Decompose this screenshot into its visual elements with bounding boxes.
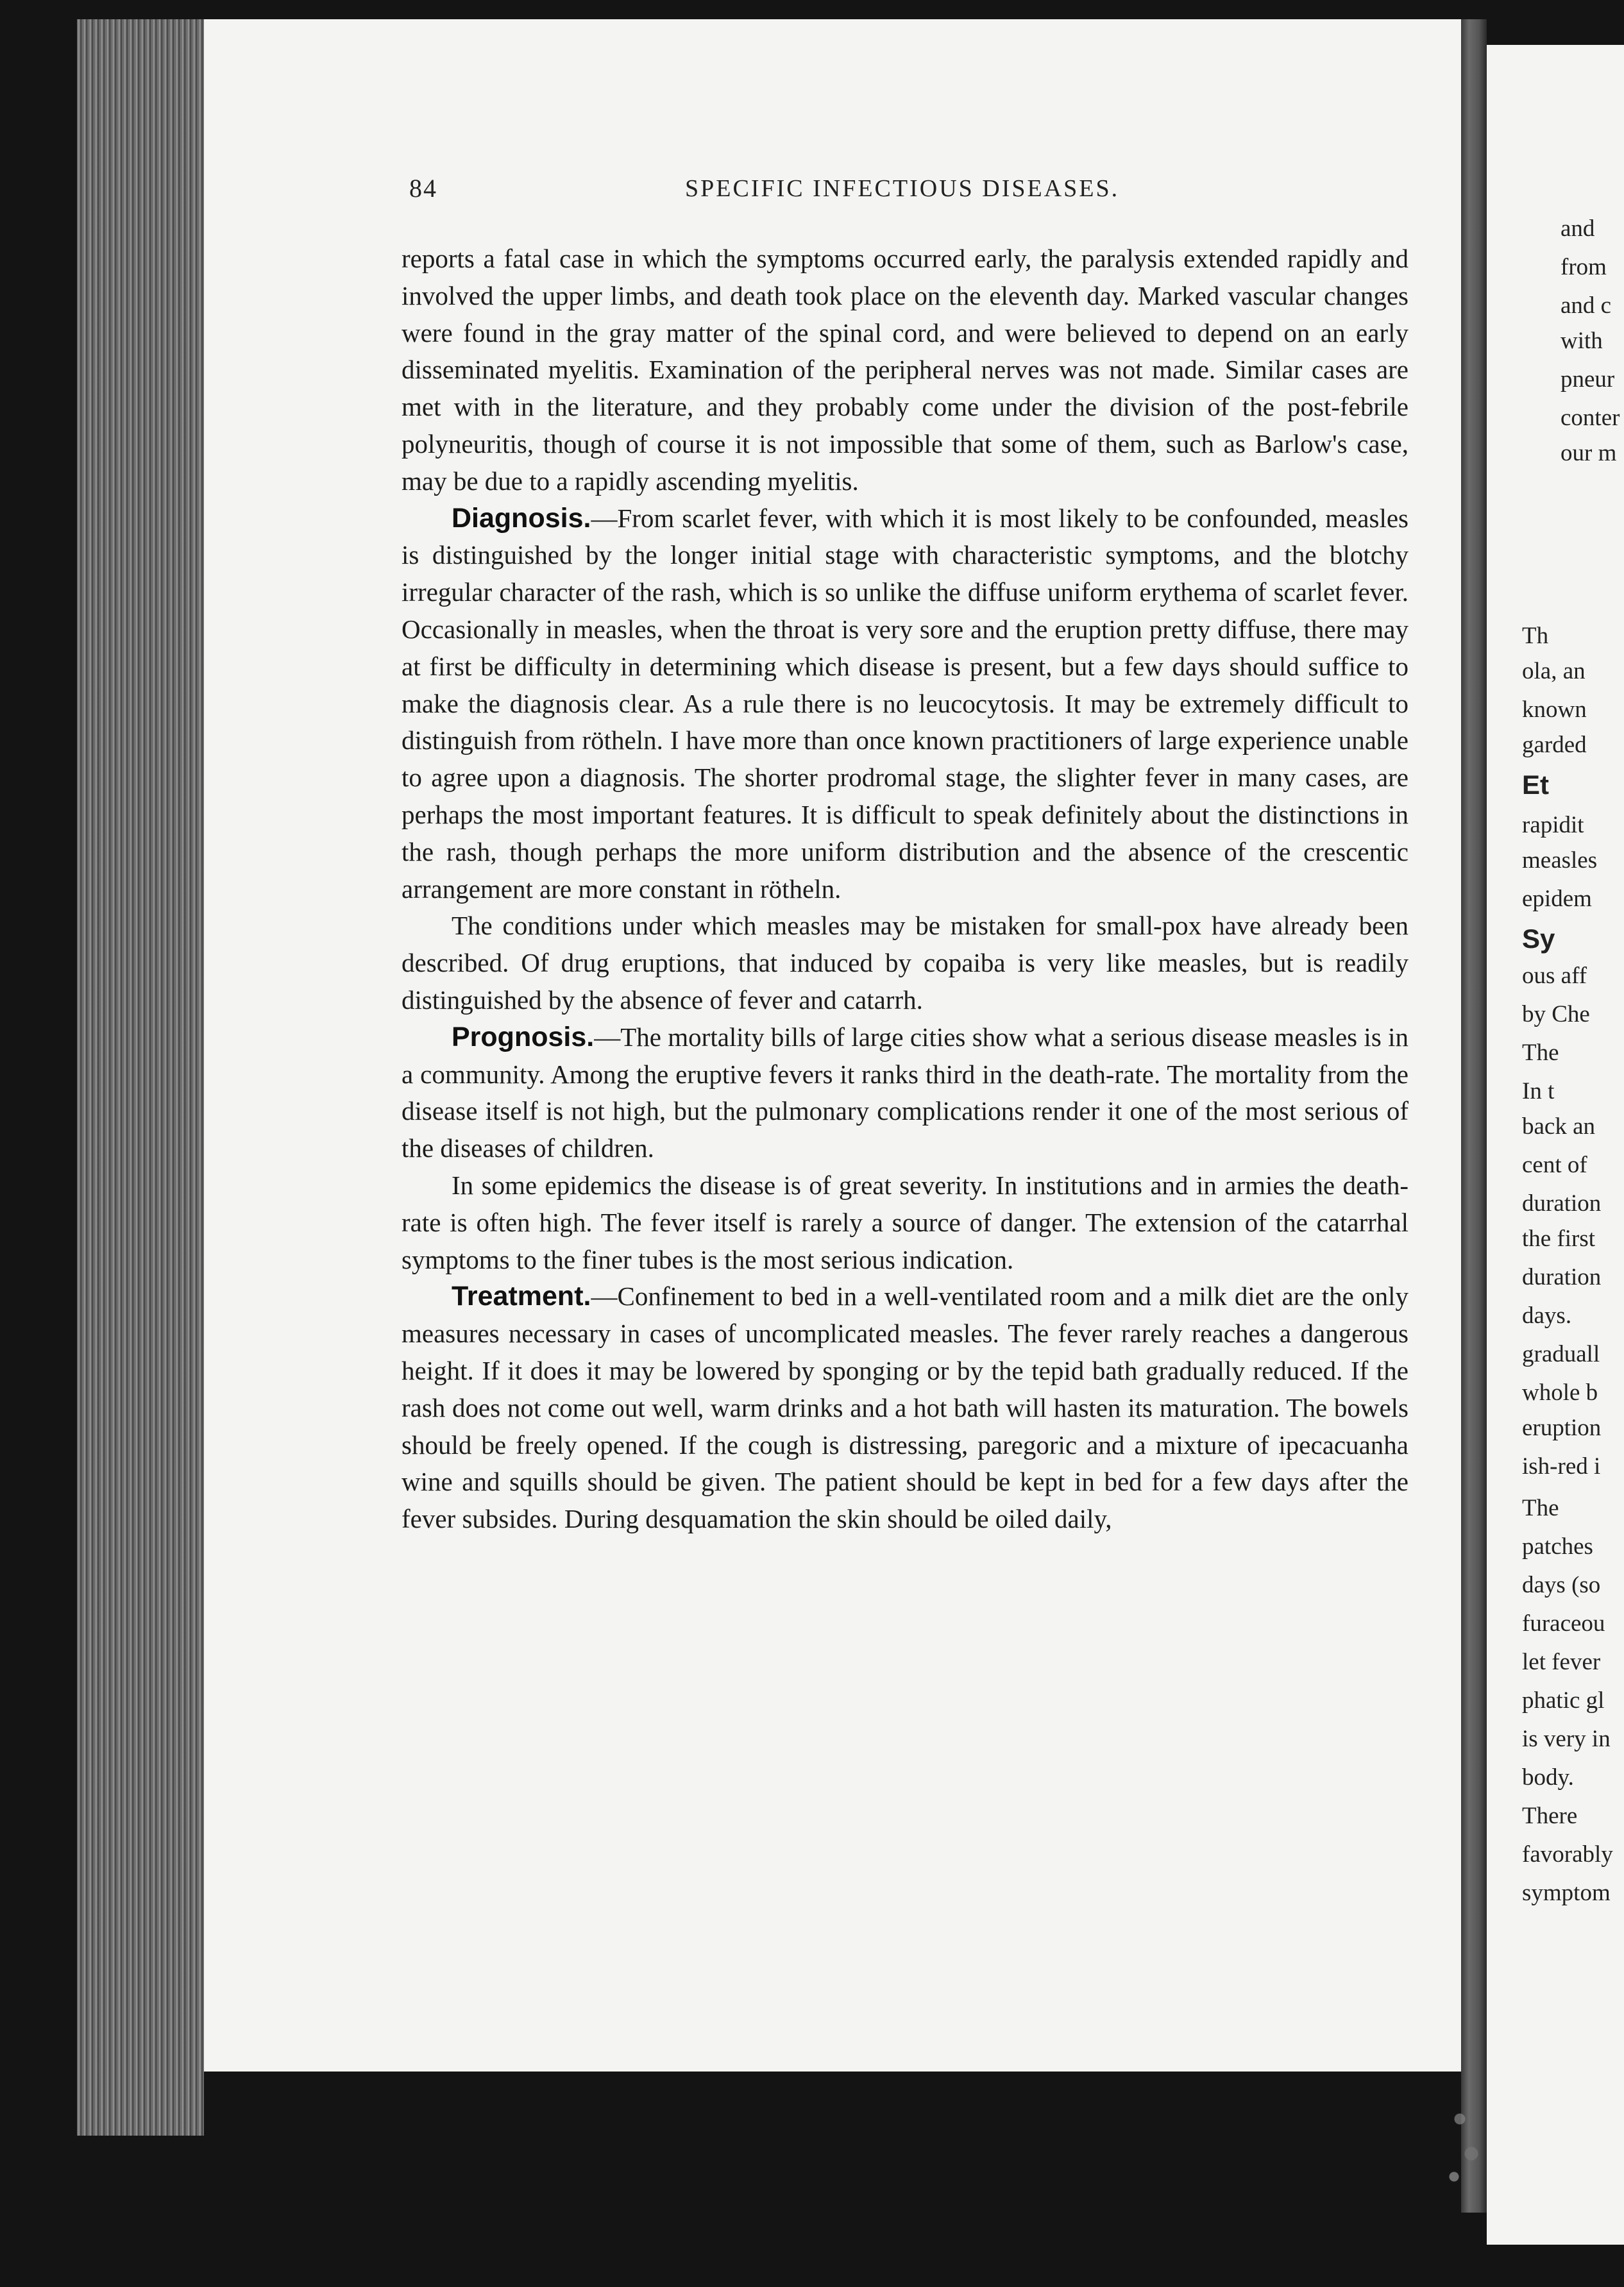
- facing-page-line: The: [1522, 1495, 1559, 1521]
- prognosis-text: —The mortality bills of large cities show what a serious disease measles is in a community. Among the eruptive fevers it ranks third in the death-rate. The mortality from the disease itself is not high, but the pulmonary complications render it one of the most serious of the diseases of children.: [402, 1022, 1408, 1163]
- facing-page-line: duration: [1522, 1264, 1602, 1290]
- treatment-heading: Treatment.: [452, 1281, 591, 1312]
- book-gutter-edge: [77, 19, 204, 2136]
- facing-page: [1487, 45, 1624, 2245]
- facing-page-line: body.: [1522, 1764, 1574, 1791]
- scan-debris: [1437, 2084, 1494, 2200]
- facing-page-line: ous aff: [1522, 963, 1587, 989]
- facing-page-line: conter: [1561, 405, 1620, 431]
- facing-page-line: Et: [1522, 770, 1549, 800]
- diagnosis-paragraph: [402, 500, 1408, 908]
- facing-page-line: ola, an: [1522, 658, 1586, 684]
- facing-page-line: and: [1561, 215, 1595, 242]
- facing-page-line: furaceou: [1522, 1610, 1605, 1637]
- page-header: [409, 173, 1410, 212]
- facing-page-line: back an: [1522, 1113, 1596, 1140]
- facing-page-line: graduall: [1522, 1341, 1600, 1367]
- facing-page-line: Th: [1522, 623, 1549, 649]
- facing-page-line: There: [1522, 1803, 1578, 1829]
- facing-page-line: ish-red i: [1522, 1453, 1601, 1480]
- facing-page-line: and c: [1561, 292, 1612, 319]
- treatment-paragraph: [402, 1278, 1408, 1538]
- prognosis-paragraph: [402, 1019, 1408, 1167]
- prognosis-heading: Prognosis.: [452, 1021, 595, 1052]
- facing-page-line: pneur: [1561, 366, 1615, 392]
- diagnosis-text: —From scarlet fever, with which it is most likely to be confounded, measles is distinguished by the longer initial stage with characteristic symptoms, and the blotchy irregular character of the rash, which is so unlike the diffuse uniform erythema of scarlet fever. Occasionally in measles, when the throat is very sore and the eruption pretty diffuse, there may at first be difficulty in determining which disease is present, but a few days should suffice to make the diagnosis clear. As a rule there is no leucocytosis. It may be extremely difficult to distinguish from rötheln. I have more than once known practitioners of large experience unable to agree upon a diagnosis. The shorter prodromal stage, the slighter fever in many cases, are perhaps the most important features. It is difficult to speak definitely about the distinctions in the rash, though perhaps the more uniform distribution and the absence of the crescentic arrangement are more constant in rötheln.: [402, 503, 1408, 904]
- facing-page-line: by Che: [1522, 1001, 1590, 1027]
- facing-page-line: epidem: [1522, 886, 1592, 912]
- facing-page-line: phatic gl: [1522, 1687, 1605, 1714]
- facing-page-line: cent of: [1522, 1152, 1587, 1178]
- facing-page-line: eruption: [1522, 1415, 1602, 1441]
- conditions-paragraph: The conditions under which measles may be mistaken for small-pox have already been described. Of drug eruptions, that induced by copaiba is very like measles, but is readily distinguished by the absence of fever and catarrh.: [402, 911, 1408, 1015]
- running-title: SPECIFIC INFECTIOUS DISEASES.: [685, 175, 1120, 202]
- facing-page-line: days.: [1522, 1303, 1572, 1329]
- facing-page-line: symptom: [1522, 1880, 1611, 1906]
- facing-page-line: let fever: [1522, 1649, 1601, 1675]
- facing-page-line: rapidit: [1522, 812, 1584, 838]
- facing-page-line: measles: [1522, 847, 1598, 873]
- facing-page-line: duration: [1522, 1190, 1602, 1217]
- facing-page-line: favorably: [1522, 1841, 1613, 1868]
- facing-page-line: In t: [1522, 1078, 1555, 1104]
- facing-page-line: from: [1561, 254, 1607, 280]
- page-body: [402, 241, 1408, 1538]
- facing-page-line: the first: [1522, 1226, 1596, 1252]
- intro-paragraph: reports a fatal case in which the symptoms occurred early, the paralysis extended rapidly and involved the upper limbs, and death took place on the eleventh day. Marked vascular changes were found in the gray matter of the spinal cord, and were believed to depend on an early disseminated myelitis. Examination of the peripheral nerves was not made. Similar cases are met with in the literature, and they probably come under the division of the post-febrile polyneuritis, though of course it is not impossible that some of them, such as Barlow's case, may be due to a rapidly ascending myelitis.: [402, 244, 1408, 496]
- page-spine-shadow: [1461, 19, 1487, 2213]
- facing-page-line: with: [1561, 328, 1603, 354]
- facing-page-line: our m: [1561, 440, 1617, 466]
- facing-page-line: The: [1522, 1040, 1559, 1066]
- diagnosis-heading: Diagnosis.: [452, 502, 591, 534]
- page-number: 84: [409, 174, 437, 203]
- facing-page-line: is very in: [1522, 1726, 1611, 1752]
- facing-page-line: patches: [1522, 1533, 1593, 1560]
- epidemics-paragraph: In some epidemics the disease is of great severity. In institutions and in armies the death-rate is often high. The fever itself is rarely a source of danger. The extension of the catarrhal symptoms to the finer tubes is the most serious indication.: [402, 1170, 1408, 1274]
- facing-page-line: days (so: [1522, 1572, 1601, 1598]
- facing-page-line: whole b: [1522, 1380, 1598, 1406]
- facing-page-line: garded: [1522, 732, 1587, 758]
- treatment-text: —Confinement to bed in a well-ventilated room and a milk diet are the only measures necessary in cases of uncomplicated measles. The fever rarely reaches a dangerous height. If it does it may be lowered by sponging or by the tepid bath gradually reduced. If the rash does not come out well, warm drinks and a hot bath will hasten its maturation. The bowels should be freely opened. If the cough is distressing, paregoric and a mixture of ipecacuanha wine and squills should be given. The patient should be kept in bed for a few days after the fever subsides. During desquamation the skin should be oiled daily,: [402, 1281, 1408, 1534]
- facing-page-line: known: [1522, 696, 1587, 723]
- facing-page-line: Sy: [1522, 924, 1555, 954]
